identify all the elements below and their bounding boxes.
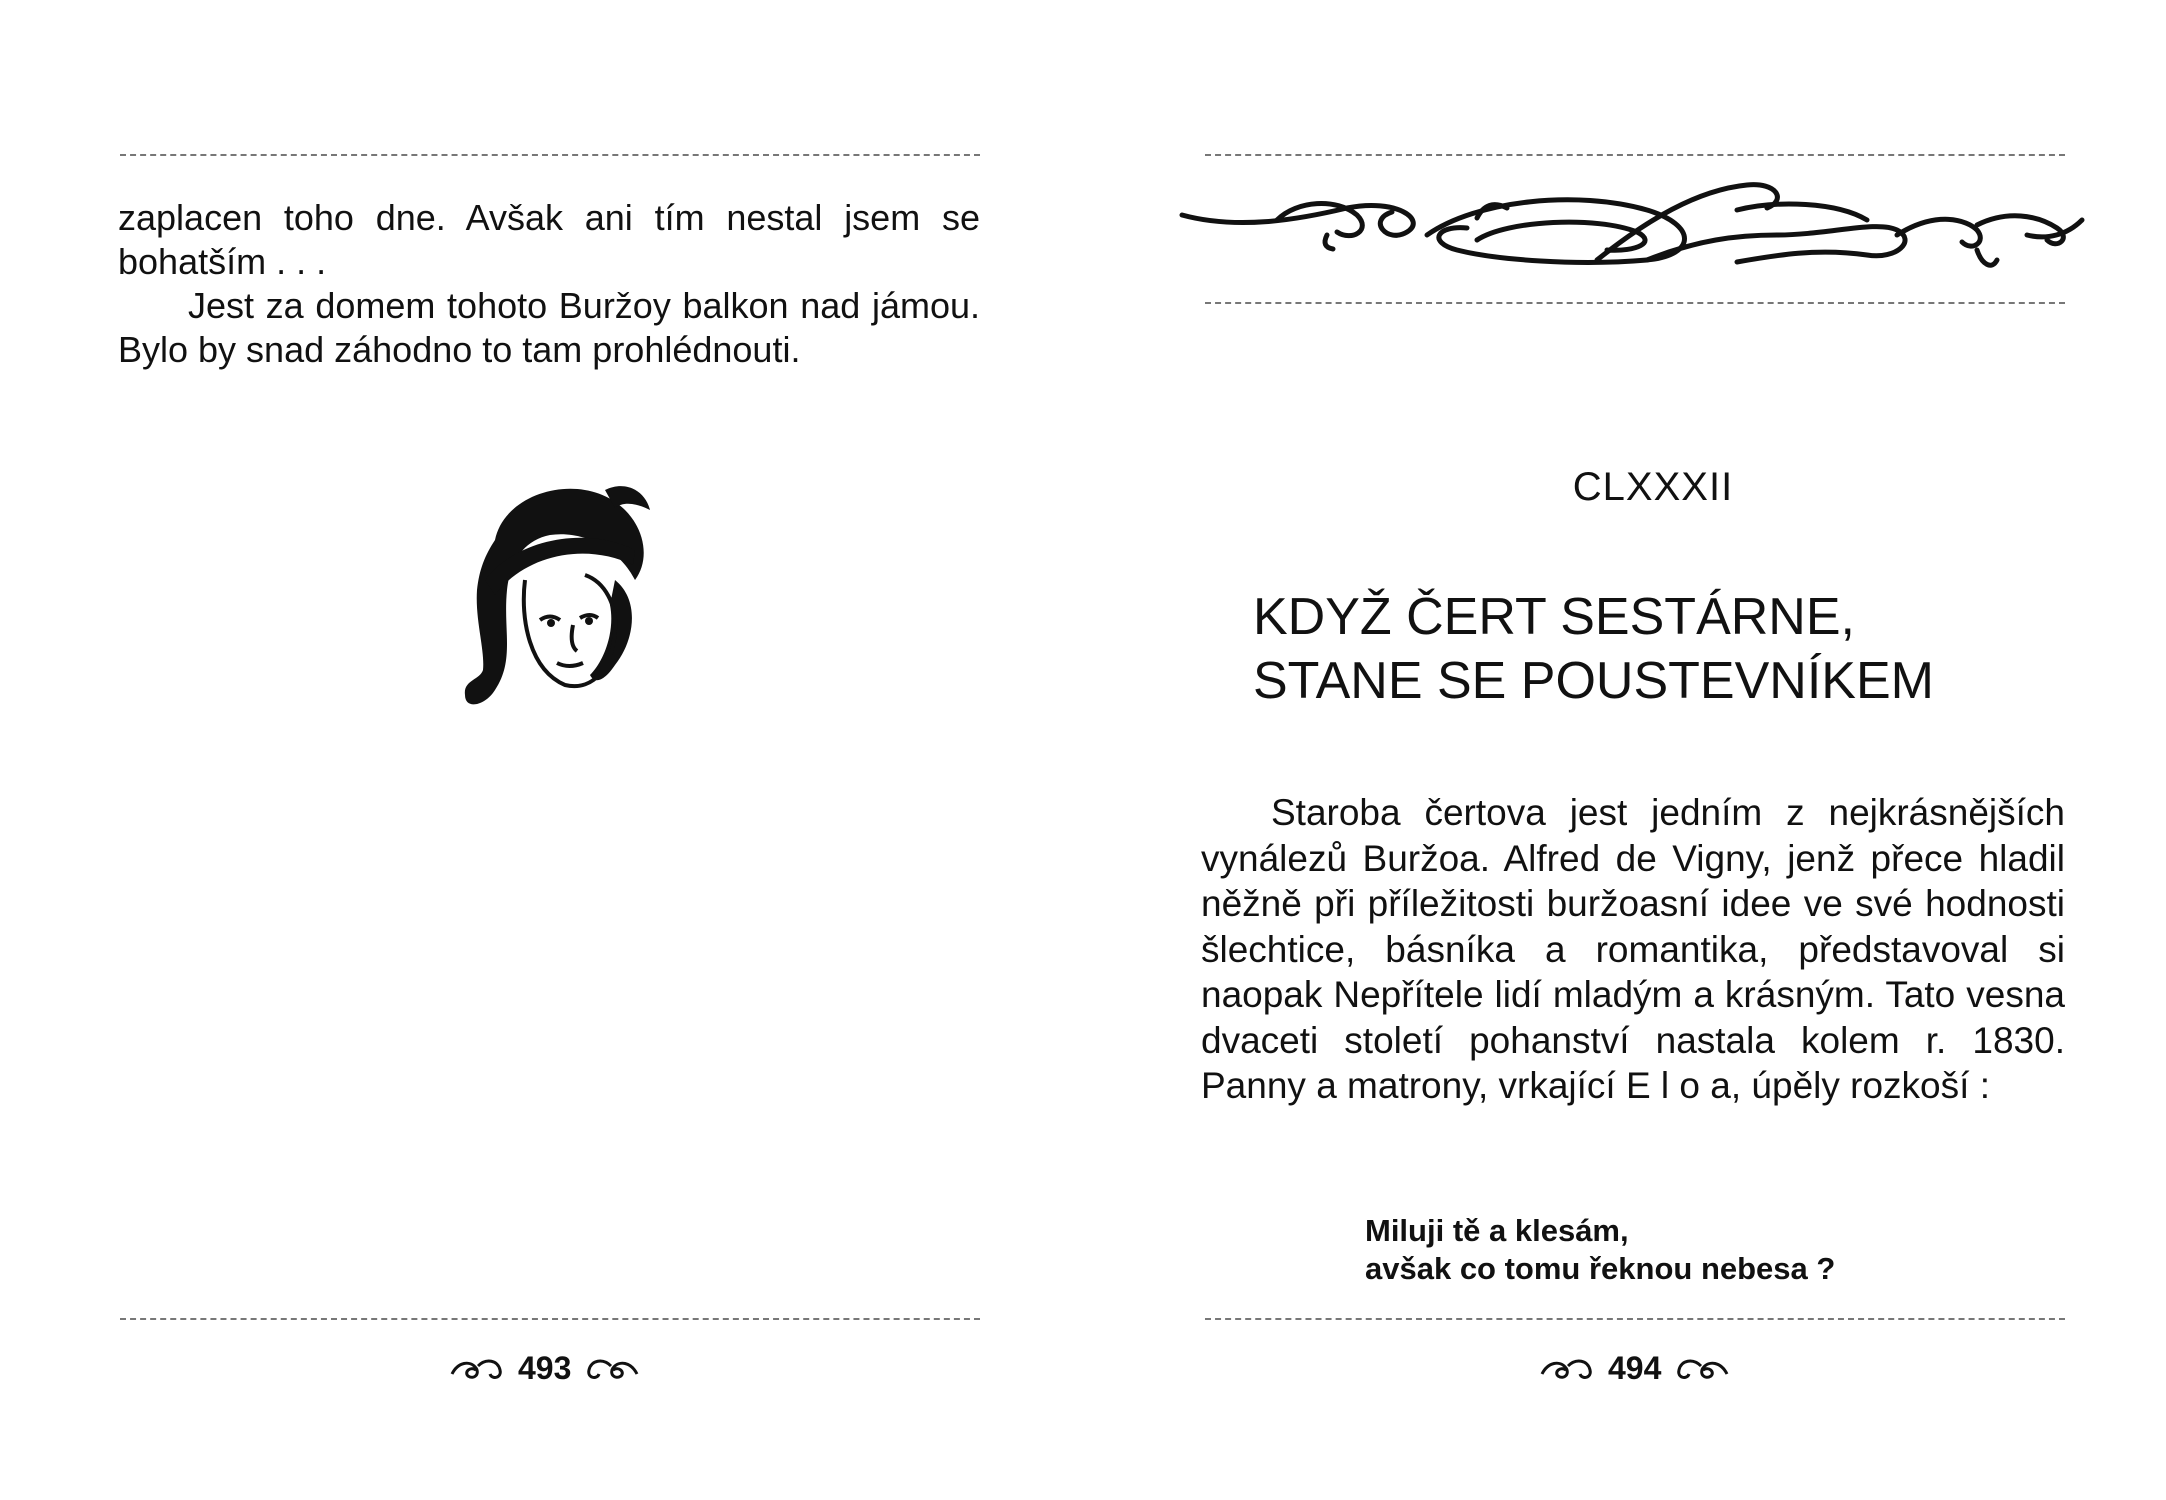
right-page-text — [1201, 790, 2065, 1109]
chapter-number: CLXXXII — [1572, 465, 1734, 509]
page-number-494 — [1538, 1350, 1731, 1387]
ornament-right-icon — [1675, 1354, 1731, 1384]
chapter-title — [1253, 585, 2073, 713]
page-number: 493 — [518, 1350, 572, 1386]
woman-head-vignette — [455, 470, 655, 730]
paragraph: zaplacen toho dne. Avšak ani tím nestal jsem se bohatším . . . — [118, 197, 980, 282]
verse-line: Miluji tě a klesám, — [1365, 1213, 1629, 1248]
page-number: 494 — [1608, 1350, 1662, 1386]
bottom-rule — [120, 1318, 980, 1320]
paragraph: Staroba čertova jest jedním z nejkrásnějších vynálezů Buržoa. Alfred de Vigny, jenž přece hladil něžně při příležitosti buržoasní idee ve své hodnosti šlechtice, básníka a romantika, představoval si naopak Nepřítele lidí mladým a krásným. Tato vesna dvaceti století pohanství nastala kolem r. 1830. Panny a matrony, vrkající E l o a, úpěly rozkoší : — [1201, 792, 2065, 1106]
ornament-right-icon — [585, 1354, 641, 1384]
verse-line: avšak co tomu řeknou nebesa ? — [1365, 1251, 1836, 1286]
top-rule — [1205, 154, 2065, 156]
page-number-493 — [448, 1350, 641, 1387]
paragraph: Jest za domem tohoto Buržoy balkon nad jámou. Bylo by snad záhodno to tam prohlédnouti. — [118, 285, 980, 370]
chapter-title-line: KDYŽ ČERT SESTÁRNE, — [1253, 588, 1855, 646]
headpiece-rule — [1205, 302, 2065, 304]
right-page — [1083, 0, 2166, 1500]
bottom-rule — [1205, 1318, 2065, 1320]
left-page-text — [118, 196, 980, 372]
ornament-left-icon — [448, 1354, 504, 1384]
ornamental-headpiece — [1177, 180, 2087, 280]
ornament-left-icon — [1538, 1354, 1594, 1384]
chapter-title-line: STANE SE POUSTEVNÍKEM — [1253, 652, 1934, 710]
top-rule — [120, 154, 980, 156]
verse-quote — [1365, 1212, 2065, 1288]
